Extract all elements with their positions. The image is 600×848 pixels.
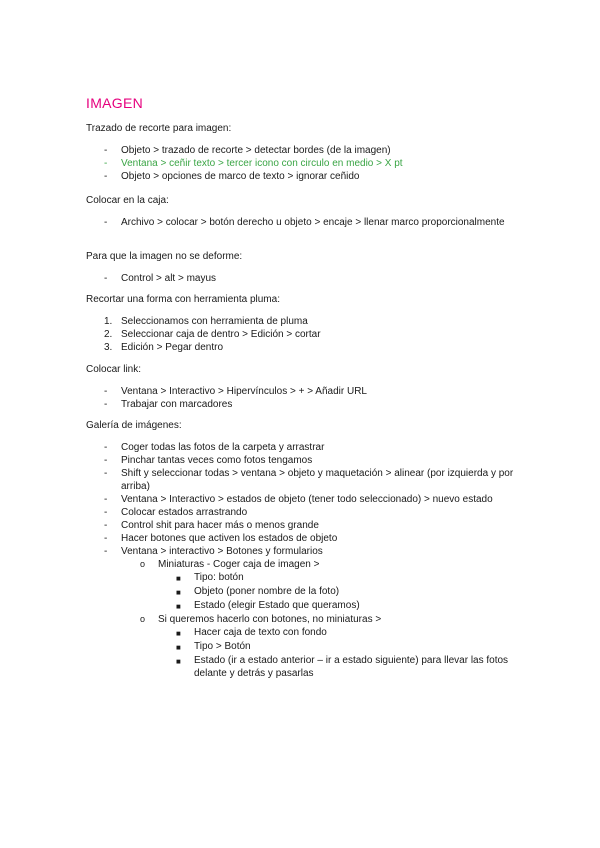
circle-bullet: o — [140, 559, 146, 569]
sub-sub-list-item — [86, 640, 526, 654]
sub-sub-list-item-text: Tipo: botón — [194, 572, 244, 583]
section-galeria — [86, 419, 526, 680]
dash-bullet: - — [104, 455, 108, 466]
square-bullet: ■ — [176, 602, 181, 611]
section-trazado-recorte — [86, 122, 526, 183]
dash-bullet: - — [104, 386, 108, 397]
list-item — [86, 545, 526, 558]
sub-sub-list-item-text: Tipo > Botón — [194, 641, 251, 652]
list-item — [86, 170, 526, 183]
square-bullet: ■ — [176, 588, 181, 597]
list-item-text: Hacer botones que activen los estados de objeto — [121, 533, 338, 544]
list-item-text: Control shit para hacer más o menos grande — [121, 520, 319, 531]
sub-sub-list-item — [86, 654, 526, 680]
list-item — [86, 398, 526, 411]
section-heading: Colocar link: — [86, 364, 142, 375]
list-item-text: Colocar estados arrastrando — [121, 507, 248, 518]
section-colocar-link — [86, 363, 526, 411]
number-marker: 3. — [104, 342, 113, 353]
list-item — [86, 493, 526, 506]
list-item-highlighted — [86, 157, 526, 170]
list-item — [86, 216, 526, 229]
list-item — [86, 144, 526, 157]
dash-bullet: - — [104, 494, 108, 505]
list-item — [86, 441, 526, 454]
number-marker: 1. — [104, 316, 113, 327]
section-heading: Para que la imagen no se deforme: — [86, 251, 243, 262]
list-item-text: Ventana > Interactivo > estados de objeto (tener todo seleccionado) > nuevo estado — [121, 494, 493, 505]
page-title: IMAGEN — [86, 95, 144, 111]
dash-bullet: - — [104, 533, 108, 544]
numbered-item — [86, 315, 526, 328]
square-bullet: ■ — [176, 629, 181, 638]
list-item-text: Ventana > interactivo > Botones y formularios — [121, 546, 323, 557]
sub-sub-list-item — [86, 626, 526, 640]
list-item — [86, 467, 526, 493]
sub-sub-list-item — [86, 599, 526, 613]
dash-bullet: - — [104, 520, 108, 531]
numbered-item — [86, 341, 526, 354]
section-recortar-pluma — [86, 293, 526, 354]
numbered-item — [86, 328, 526, 341]
list-item-text: Seleccionamos con herramienta de pluma — [121, 316, 308, 327]
sub-sub-list-item-text: Hacer caja de texto con fondo — [194, 627, 327, 638]
dash-bullet: - — [104, 442, 108, 453]
list-item — [86, 506, 526, 519]
square-bullet: ■ — [176, 574, 181, 583]
sub-sub-list-item-text: Estado (elegir Estado que queramos) — [194, 600, 360, 611]
list-item-text: Control > alt > mayus — [121, 273, 217, 284]
dash-bullet: - — [104, 217, 108, 228]
list-item — [86, 272, 526, 285]
sub-list-item — [86, 613, 526, 626]
list-item-text: Objeto > opciones de marco de texto > ignorar ceñido — [121, 171, 360, 182]
dash-bullet: - — [104, 171, 108, 182]
sub-list-item — [86, 558, 526, 571]
list-item — [86, 519, 526, 532]
circle-bullet: o — [140, 614, 146, 624]
list-item-text: Edición > Pegar dentro — [121, 342, 224, 353]
list-item — [86, 385, 526, 398]
dash-bullet: - — [104, 546, 108, 557]
dash-bullet: - — [104, 273, 108, 284]
list-item-text: Archivo > colocar > botón derecho u objeto > encaje > llenar marco proporcionalmente — [121, 217, 505, 228]
section-heading: Trazado de recorte para imagen: — [86, 123, 232, 134]
section-heading: Recortar una forma con herramienta pluma: — [86, 294, 280, 305]
section-heading: Colocar en la caja: — [86, 195, 169, 206]
dash-bullet: - — [104, 507, 108, 518]
dash-bullet: - — [104, 468, 108, 479]
list-item-text: Objeto > trazado de recorte > detectar bordes (de la imagen) — [121, 145, 391, 156]
sub-sub-list-item-text: Objeto (poner nombre de la foto) — [194, 586, 340, 597]
section-no-deforme — [86, 250, 526, 285]
sub-sub-list-item-text: Estado (ir a estado anterior – ir a estado siguiente) para llevar las fotos delante y detrás y pasarlas — [194, 655, 509, 679]
list-item-text: Seleccionar caja de dentro > Edición > cortar — [121, 329, 321, 340]
list-item-text: Trabajar con marcadores — [121, 399, 233, 410]
sub-list-item-text: Si queremos hacerlo con botones, no miniaturas > — [158, 614, 382, 625]
dash-bullet: - — [104, 158, 108, 169]
section-colocar-caja — [86, 194, 526, 229]
section-heading: Galería de imágenes: — [86, 420, 182, 431]
square-bullet: ■ — [176, 643, 181, 652]
list-item-text: Shift y seleccionar todas > ventana > objeto y maquetación > alinear (por izquierda y por arriba) — [121, 468, 514, 492]
dash-bullet: - — [104, 399, 108, 410]
sub-sub-list-item — [86, 585, 526, 599]
list-item — [86, 454, 526, 467]
number-marker: 2. — [104, 329, 113, 340]
list-item-text: Pinchar tantas veces como fotos tengamos — [121, 455, 313, 466]
square-bullet: ■ — [176, 657, 181, 666]
list-item-text: Coger todas las fotos de la carpeta y arrastrar — [121, 442, 325, 453]
list-item-text: Ventana > ceñir texto > tercer icono con circulo en medio > X pt — [121, 158, 403, 169]
list-item — [86, 532, 526, 545]
sub-sub-list-item — [86, 571, 526, 585]
sub-list-item-text: Miniaturas - Coger caja de imagen > — [158, 559, 320, 570]
list-item-text: Ventana > Interactivo > Hipervínculos > + > Añadir URL — [121, 386, 367, 397]
dash-bullet: - — [104, 145, 108, 156]
